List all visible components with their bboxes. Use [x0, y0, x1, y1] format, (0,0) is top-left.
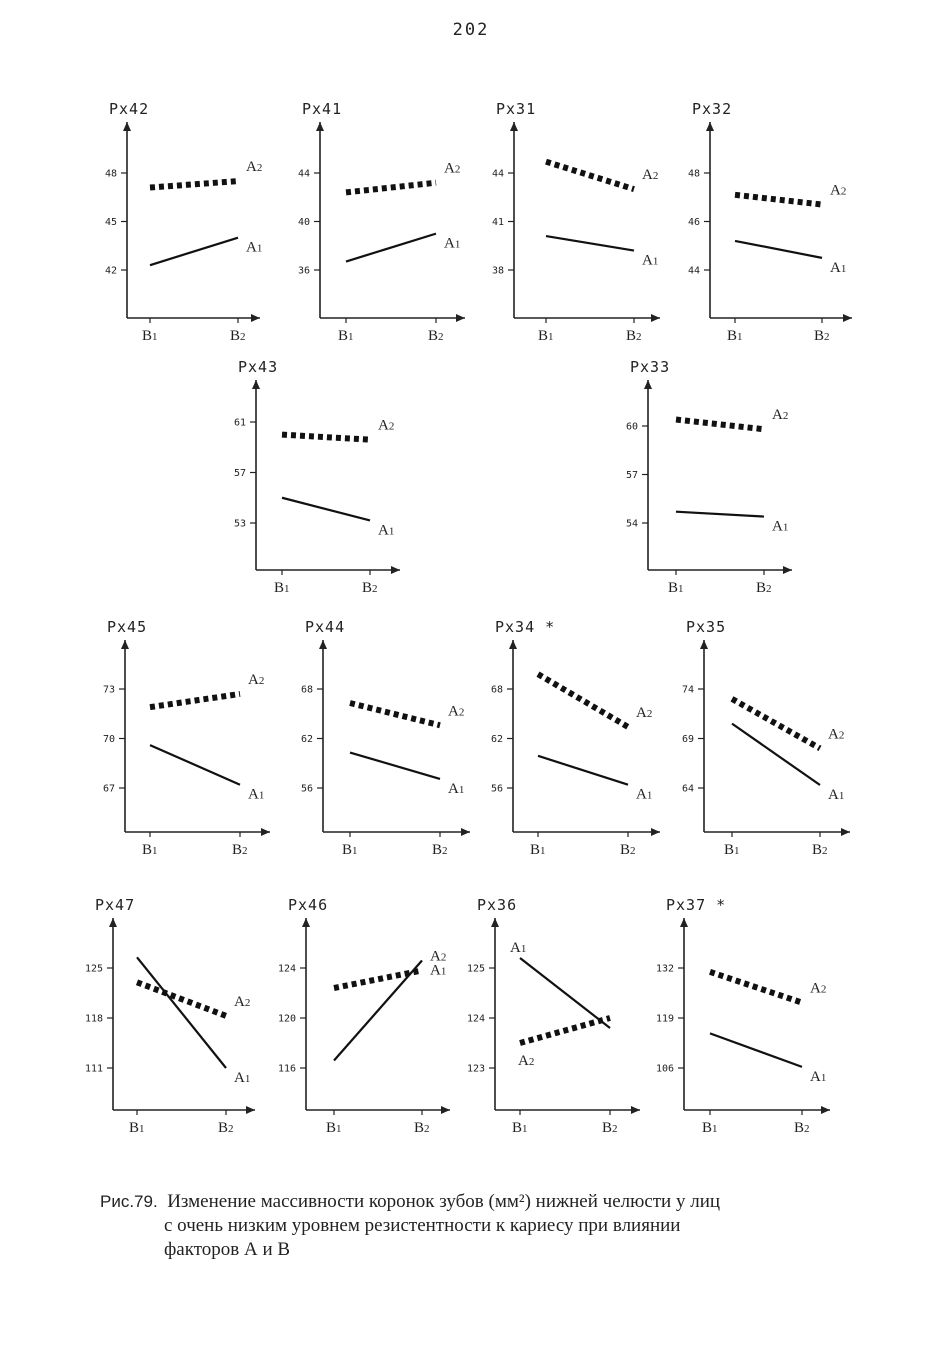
panel-14-ytick-label-0: 106 — [655, 1063, 674, 1075]
caption-line-3: факторов А и В — [164, 1239, 291, 1260]
panel-7-xtick-label-1: B2 — [232, 842, 248, 858]
panel-7-ytick-label-0: 67 — [102, 783, 115, 795]
panel-8-title: Px44 — [305, 618, 346, 636]
panel-1-ytick-label-1: 45 — [104, 217, 117, 228]
caption-line-1: Изменение массивности коронок зубов (мм²) нижней челюсти у лиц — [167, 1191, 721, 1212]
panel-8-x-arrow — [461, 828, 470, 836]
panel-3-series-a1 — [546, 236, 634, 251]
panel-8-series-a1 — [350, 753, 440, 779]
caption-label: Рис.79. — [100, 1192, 158, 1211]
panel-12-title: Px46 — [288, 896, 329, 914]
panel-9-series-a2 — [538, 674, 628, 727]
panel-4-ytick-label-1: 46 — [687, 217, 700, 228]
panel-6-series-label-a1: A1 — [772, 518, 789, 535]
panel-9-y-arrow — [509, 640, 517, 649]
panel-13-ytick-label-2: 125 — [466, 963, 485, 975]
panel-2-y-arrow — [316, 122, 324, 131]
panel-7-ytick-label-2: 73 — [102, 684, 115, 696]
panel-6-x-arrow — [783, 566, 792, 574]
panel-1-series-label-a1: A1 — [246, 239, 263, 256]
panel-12-series-a2 — [334, 971, 422, 989]
panel-5-series-a1 — [282, 498, 370, 521]
panel-10-xtick-label-0: B1 — [724, 842, 740, 858]
panel-4-series-label-a1: A1 — [830, 259, 847, 276]
panel-6-ytick-label-0: 54 — [625, 518, 638, 530]
panel-6-y-arrow — [644, 380, 652, 389]
panel-7-y-arrow — [121, 640, 129, 649]
panel-4-title: Px32 — [692, 100, 733, 118]
panel-12-xtick-label-1: B2 — [414, 1120, 430, 1136]
panel-2-series-label-a1: A1 — [444, 235, 461, 252]
panel-13-series-a1 — [520, 958, 610, 1028]
panel-3-series-label-a2: A2 — [642, 167, 659, 184]
panel-6-xtick-label-1: B2 — [756, 580, 772, 596]
panel-8-ytick-label-1: 62 — [300, 734, 313, 745]
panel-7-x-arrow — [261, 828, 270, 836]
panel-11-ytick-label-2: 125 — [84, 963, 103, 975]
panel-3-ytick-label-1: 41 — [491, 217, 504, 228]
panel-11-xtick-label-0: B1 — [129, 1120, 145, 1136]
panel-13-series-label-a1: A1 — [510, 940, 527, 956]
panel-9-x-arrow — [651, 828, 660, 836]
panel-3-xtick-label-1: B2 — [626, 328, 642, 344]
panel-4-y-arrow — [706, 122, 714, 131]
panel-12-series-a1 — [334, 961, 422, 1061]
panel-5-y-arrow — [252, 380, 260, 389]
panel-11-y-arrow — [109, 918, 117, 927]
panel-6-title: Px33 — [630, 358, 671, 376]
panel-5-xtick-label-0: B1 — [274, 580, 290, 596]
panel-13-x-arrow — [631, 1106, 640, 1114]
panel-4-series-a2 — [735, 195, 822, 205]
panel-14-series-label-a2: A2 — [810, 980, 827, 997]
panel-14-ytick-label-1: 119 — [655, 1013, 674, 1025]
panel-12-ytick-label-1: 120 — [277, 1013, 296, 1025]
panel-10-series-a1 — [732, 724, 820, 785]
panel-2-x-arrow — [456, 314, 465, 322]
panel-14-series-a1 — [710, 1033, 802, 1066]
panel-1-xtick-label-0: B1 — [142, 328, 158, 344]
panel-10-x-arrow — [841, 828, 850, 836]
panel-10-title: Px35 — [686, 618, 727, 636]
panel-5-title: Px43 — [238, 358, 279, 376]
panel-12-x-arrow — [441, 1106, 450, 1114]
panel-11-series-label-a1: A1 — [234, 1070, 251, 1086]
panel-13-ytick-label-0: 123 — [466, 1063, 485, 1075]
panel-2-series-label-a2: A2 — [444, 160, 461, 177]
panel-3-ytick-label-0: 38 — [491, 265, 504, 277]
panel-2-series-a1 — [346, 234, 436, 262]
panel-3-title: Px31 — [496, 100, 537, 118]
panel-9-xtick-label-0: B1 — [530, 842, 546, 858]
panel-13-xtick-label-1: B2 — [602, 1120, 618, 1136]
panel-2-ytick-label-1: 40 — [297, 217, 310, 228]
panel-6-series-a2 — [676, 420, 764, 430]
page-number: 202 — [452, 20, 490, 40]
panel-9-title: Px34 * — [495, 618, 556, 636]
panel-12-ytick-label-2: 124 — [277, 963, 296, 975]
panel-4-xtick-label-1: B2 — [814, 328, 830, 344]
panel-1-series-a1 — [150, 238, 238, 265]
figure-caption — [100, 1190, 860, 1262]
panel-2-xtick-label-0: B1 — [338, 328, 354, 344]
panel-4-x-arrow — [843, 314, 852, 322]
panel-11-ytick-label-0: 111 — [84, 1063, 103, 1075]
panel-7-series-a1 — [150, 745, 240, 785]
panel-8-xtick-label-0: B1 — [342, 842, 358, 858]
panel-1-series-a2 — [150, 181, 238, 187]
panel-14-series-a2 — [710, 972, 802, 1003]
panel-3-xtick-label-0: B1 — [538, 328, 554, 344]
panel-9-ytick-label-0: 56 — [490, 783, 503, 795]
panel-8-ytick-label-2: 68 — [300, 684, 313, 696]
panel-10-ytick-label-2: 74 — [681, 684, 694, 696]
panel-10-xtick-label-1: B2 — [812, 842, 828, 858]
panel-9-series-label-a2: A2 — [636, 704, 653, 721]
panel-1-ytick-label-0: 42 — [104, 265, 117, 277]
panel-1-x-arrow — [251, 314, 260, 322]
panel-4-series-label-a2: A2 — [830, 182, 847, 199]
panel-7-series-a2 — [150, 694, 240, 707]
panel-6-ytick-label-1: 57 — [625, 470, 638, 481]
panel-3-series-a2 — [546, 162, 634, 189]
panel-8-series-label-a1: A1 — [448, 780, 465, 797]
panel-2-ytick-label-2: 44 — [297, 168, 310, 180]
panel-2-title: Px41 — [302, 100, 343, 118]
panel-9-series-a1 — [538, 756, 628, 785]
panel-14-y-arrow — [680, 918, 688, 927]
panel-13-xtick-label-0: B1 — [512, 1120, 528, 1136]
panel-9-ytick-label-1: 62 — [490, 734, 503, 745]
panel-4-xtick-label-0: B1 — [727, 328, 743, 344]
panel-10-y-arrow — [700, 640, 708, 649]
panel-1-series-label-a2: A2 — [246, 159, 263, 176]
panel-6-xtick-label-0: B1 — [668, 580, 684, 596]
panel-14-series-label-a1: A1 — [810, 1068, 827, 1085]
panel-10-series-label-a2: A2 — [828, 726, 845, 743]
panel-2-series-a2 — [346, 183, 436, 193]
panel-13-ytick-label-1: 124 — [466, 1013, 485, 1025]
panel-11-series-label-a2: A2 — [234, 993, 251, 1010]
panel-8-y-arrow — [319, 640, 327, 649]
panel-12-series-label-a1: A1 — [430, 962, 447, 979]
panel-9-ytick-label-2: 68 — [490, 684, 503, 696]
panel-7-series-label-a2: A2 — [248, 671, 265, 688]
panel-6-series-a1 — [676, 512, 764, 517]
panel-13-y-arrow — [491, 918, 499, 927]
panel-11-series-a2 — [137, 982, 226, 1016]
panel-11-ytick-label-1: 118 — [84, 1013, 103, 1025]
panel-12-y-arrow — [302, 918, 310, 927]
panel-6-series-label-a2: A2 — [772, 407, 789, 424]
panel-4-ytick-label-2: 48 — [687, 168, 700, 180]
panel-5-ytick-label-0: 53 — [233, 518, 246, 530]
panel-5-xtick-label-1: B2 — [362, 580, 378, 596]
panel-6-ytick-label-2: 60 — [625, 421, 638, 433]
panel-7-series-label-a1: A1 — [248, 786, 265, 803]
panel-1-xtick-label-1: B2 — [230, 328, 246, 344]
panel-10-ytick-label-0: 64 — [681, 783, 694, 795]
panel-2-ytick-label-0: 36 — [297, 265, 310, 277]
panel-5-ytick-label-1: 57 — [233, 468, 246, 479]
panel-14-xtick-label-1: B2 — [794, 1120, 810, 1136]
panel-9-series-label-a1: A1 — [636, 786, 653, 803]
panel-10-ytick-label-1: 69 — [681, 734, 694, 745]
panel-8-ytick-label-0: 56 — [300, 783, 313, 795]
panel-11-x-arrow — [246, 1106, 255, 1114]
panel-13-title: Px36 — [477, 896, 518, 914]
panel-4-series-a1 — [735, 241, 822, 258]
panel-5-series-a2 — [282, 435, 370, 440]
panel-5-series-label-a1: A1 — [378, 522, 395, 539]
panel-7-title: Px45 — [107, 618, 148, 636]
panel-14-title: Px37 * — [666, 896, 727, 914]
panel-7-ytick-label-1: 70 — [102, 734, 115, 745]
panel-12-ytick-label-0: 116 — [277, 1063, 296, 1075]
panel-1-title: Px42 — [109, 100, 150, 118]
panel-5-x-arrow — [391, 566, 400, 574]
panel-3-ytick-label-2: 44 — [491, 168, 504, 180]
panel-11-title: Px47 — [95, 896, 136, 914]
panel-13-series-a2 — [520, 1018, 610, 1043]
panel-14-ytick-label-2: 132 — [655, 963, 674, 975]
panel-10-series-label-a1: A1 — [828, 787, 845, 804]
panel-11-xtick-label-1: B2 — [218, 1120, 234, 1136]
panel-3-x-arrow — [651, 314, 660, 322]
panel-1-ytick-label-2: 48 — [104, 168, 117, 180]
panel-5-ytick-label-2: 61 — [233, 417, 246, 429]
panel-8-series-a2 — [350, 703, 440, 725]
panel-9-xtick-label-1: B2 — [620, 842, 636, 858]
panel-1-y-arrow — [123, 122, 131, 131]
panel-4-ytick-label-0: 44 — [687, 265, 700, 277]
panel-14-xtick-label-0: B1 — [702, 1120, 718, 1136]
panel-13-series-label-a2: A2 — [518, 1053, 535, 1069]
panel-12-series-label-a2: A2 — [430, 948, 447, 965]
caption-line-2: с очень низким уровнем резистентности к кариесу при влиянии — [164, 1215, 681, 1236]
panel-8-xtick-label-1: B2 — [432, 842, 448, 858]
panel-10-series-a2 — [732, 699, 820, 749]
panel-8-series-label-a2: A2 — [448, 703, 465, 720]
panel-3-series-label-a1: A1 — [642, 252, 659, 269]
panel-2-xtick-label-1: B2 — [428, 328, 444, 344]
panel-5-series-label-a2: A2 — [378, 417, 395, 434]
panel-7-xtick-label-0: B1 — [142, 842, 158, 858]
panel-3-y-arrow — [510, 122, 518, 131]
panel-12-xtick-label-0: B1 — [326, 1120, 342, 1136]
panel-14-x-arrow — [821, 1106, 830, 1114]
